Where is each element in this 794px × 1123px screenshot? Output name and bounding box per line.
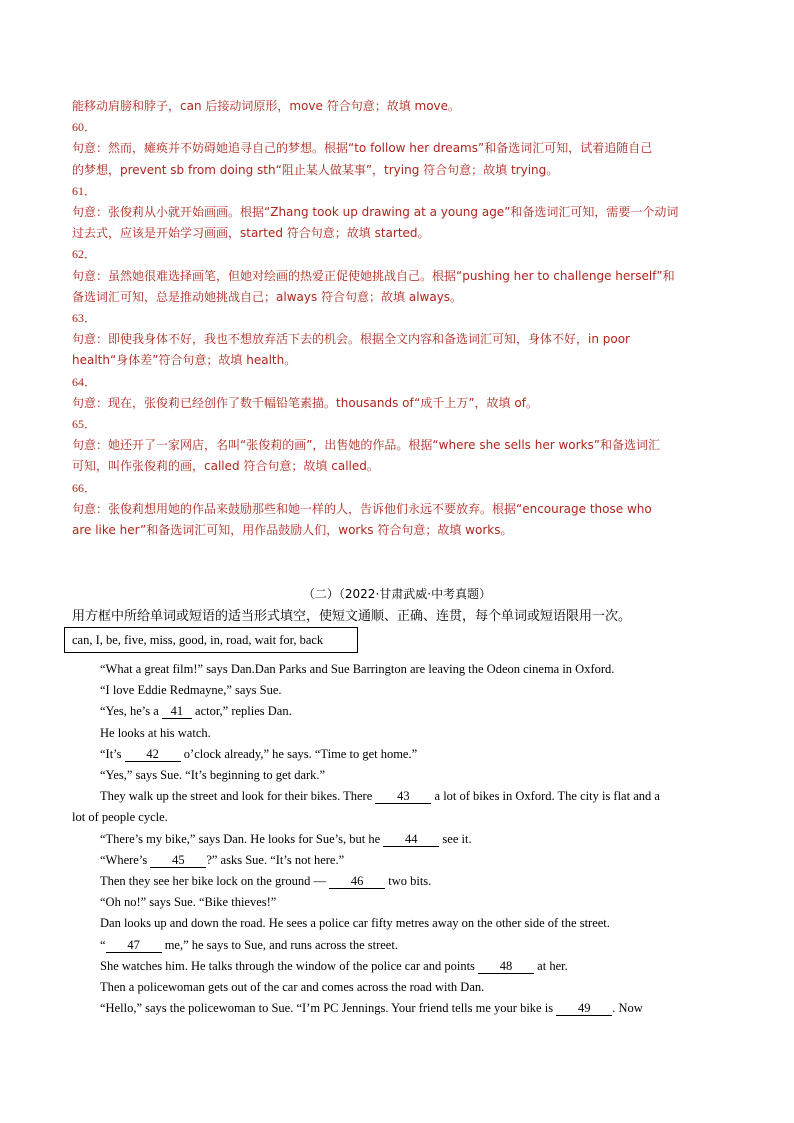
passage-text: Then they see her bike lock on the ground — [100,874,330,888]
question-number: 62． [72,247,97,262]
explanation-line: 可知，叫作张俊莉的画，called 符合句意；故填 called。 [72,459,379,474]
explanation-line: 句意：张俊莉从小就开始画画。根据“Zhang took up drawing at a young age”和备选词汇可知，需要一个动词 [72,205,679,219]
passage-line [100,958,568,974]
answer-blank-46[interactable]: 46 [329,874,385,889]
passage-text: “It’s [100,746,125,761]
passage-text: She watches him. He talks through the window of the police car and points [100,958,479,973]
passage-line [100,725,211,741]
answer-blank-42[interactable]: 42 [125,747,181,762]
passage-text: “Where’s [100,852,151,867]
passage-line [100,788,660,804]
passage-text: “Yes,” says Sue. “It’s beginning to get dark.” [100,768,326,782]
section-title: （二）（2022·甘肃武威·中考真题） [302,587,492,601]
answer-blank-49[interactable]: 49 [556,1001,612,1016]
passage-line [100,682,282,698]
question-number: 63． [72,311,97,325]
passage-text: a lot of bikes in Oxford. The city is flat and a [431,789,660,804]
explanation-line: 句意：现在，张俊莉已经创作了数千幅铅笔素描。thousands of“成千上万”，故填 of。 [72,395,538,410]
answer-blank-41[interactable]: 41 [162,704,192,719]
explanation-line: 过去式，应该是开始学习画画，started 符合句意；故填 started。 [72,226,430,241]
exercise-instruction: 用方框中所给单词或短语的适当形式填空，使短文通顺、正确、连贯，每个单词或短语限用一次。 [72,609,632,624]
explanation-line: 能移动肩膀和脖子，can 后接动词原形，move 符合句意；故填 move。 [72,99,461,113]
passage-text: “Yes, he’s a [100,704,162,719]
question-number: 64． [72,374,97,389]
passage-text: me,” he says to Sue, and runs across the street. [161,937,398,952]
passage-line [100,915,610,931]
answer-blank-45[interactable]: 45 [150,853,206,868]
answer-blank-44[interactable]: 44 [383,832,439,847]
explanation-line: 句意：她还开了一家网店，名叫“张俊莉的画”，出售她的作品。根据“where she sells her works”和备选词汇 [72,438,660,453]
passage-text: o’clock already,” he says. “Time to get home.” [180,746,418,761]
word-bank-box: can, I, be, five, miss, good, in, road, wait for, back [64,627,358,653]
explanation-line: 句意：然而，瘫痪并不妨碍她追寻自己的梦想。根据“to follow her dreams”和备选词汇可知，试着追随自己 [72,141,653,156]
passage-text: Dan looks up and down the road. He sees a police car fifty metres away on the other side of the street. [100,916,610,931]
question-number: 66． [72,480,97,495]
passage-text: actor,” replies Dan. [191,704,292,719]
passage-line [100,852,344,868]
passage-line [100,894,276,910]
passage-line [100,937,398,953]
passage-line [100,661,614,677]
passage-text: see it. [439,831,472,846]
passage-text: Then a policewoman gets out of the car and comes across the road with Dan. [100,980,485,994]
passage-line [100,767,325,783]
question-number: 61． [72,183,97,198]
passage-text: “Hello,” says the policewoman to Sue. “I’m PC Jennings. Your friend tells me your bike is [100,1001,557,1016]
passage-text: “What a great film!” says Dan.Dan Parks and Sue Barrington are leaving the Odeon cinema in Oxford. [100,662,615,676]
passage-line [100,1000,643,1016]
answer-blank-47[interactable]: 47 [106,938,162,953]
answer-blank-48[interactable]: 48 [478,959,534,974]
passage-text: “There’s my bike,” says Dan. He looks for Sue’s, but he [100,831,384,846]
passage-text: at her. [534,958,568,973]
explanation-line: are like her”和备选词汇可知，用作品鼓励人们，works 符合句意；故填 works。 [72,523,513,537]
explanation-line: 句意：即使我身体不好，我也不想放弃活下去的机会。根据全文内容和备选词汇可知，身体不好，in poor [72,332,630,347]
explanation-line: 句意：张俊莉想用她的作品来鼓励那些和她一样的人，告诉他们永远不要放弃。根据“encourage those who [72,501,652,516]
passage-line [100,873,431,889]
explanation-line: health“身体差”符合句意；故填 health。 [72,353,297,368]
explanation-line: 备选词汇可知，总是推动她挑战自己；always 符合句意；故填 always。 [72,289,463,304]
explanation-line: 句意：虽然她很难选择画笔，但她对绘画的热爱正促使她挑战自己。根据“pushing her to challenge herself”和 [72,268,675,283]
passage-line [100,703,292,719]
question-number: 60． [72,120,97,135]
passage-text: ?” asks Sue. “It’s not here.” [206,852,345,867]
passage-line [72,809,168,825]
explanation-line: 的梦想，prevent sb from doing sth“阻止某人做某事”，trying 符合句意；故填 trying。 [72,162,559,177]
passage-text: . Now [612,1001,643,1016]
passage-text: He looks at his watch. [100,725,211,740]
passage-text: “ [100,937,106,952]
question-number: 65． [72,417,97,431]
passage-line [100,831,472,847]
passage-text: lot of people cycle. [72,810,168,825]
passage-text: two bits. [385,874,432,888]
answer-blank-43[interactable]: 43 [375,789,431,804]
passage-text: They walk up the street and look for their bikes. There [100,789,376,804]
passage-line [100,979,484,995]
passage-text: “Oh no!” says Sue. “Bike thieves!” [100,895,277,910]
passage-line [100,746,417,762]
passage-text: “I love Eddie Redmayne,” says Sue. [100,683,282,698]
